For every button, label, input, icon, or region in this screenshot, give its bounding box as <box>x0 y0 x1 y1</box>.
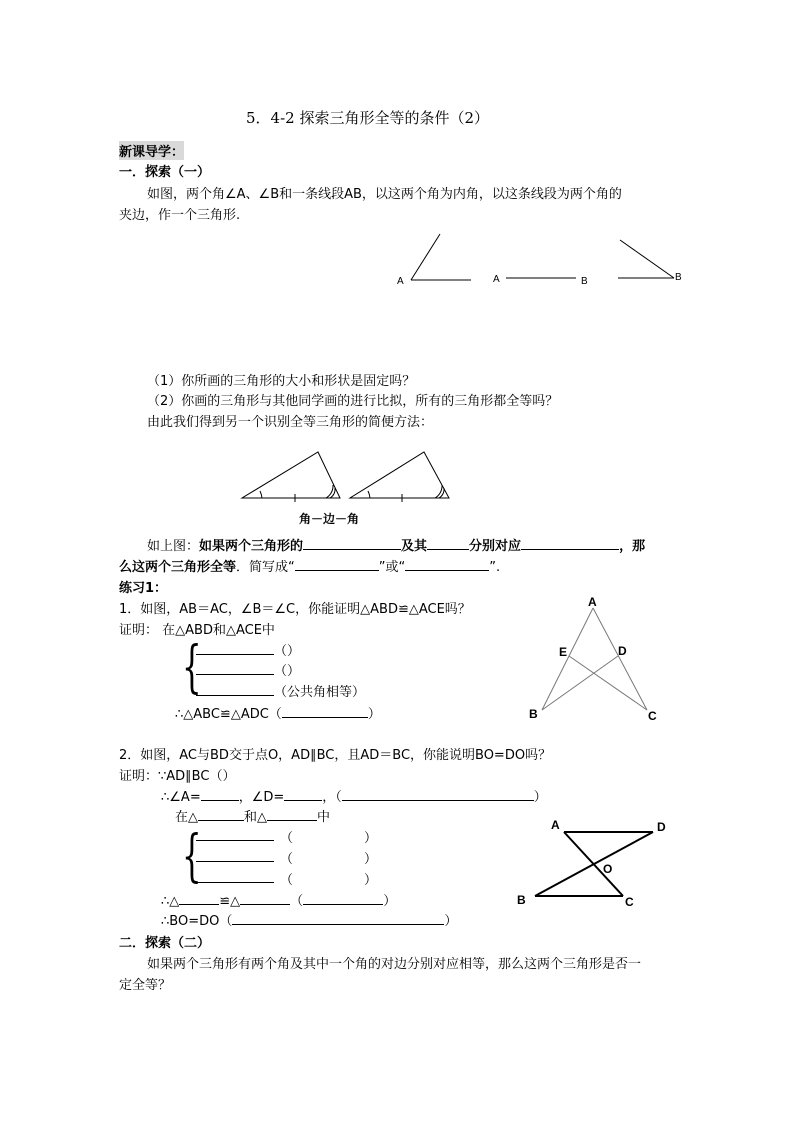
proof2-conclude <box>161 890 396 909</box>
side-ab <box>542 608 593 710</box>
bo-do-reason-blank[interactable] <box>232 911 444 925</box>
part1-heading: 一．探索（一） <box>119 165 211 180</box>
exercise1-heading: 练习1： <box>119 581 168 596</box>
in-tri-a: 在△ <box>175 810 198 825</box>
proof2-p3-close: ） <box>364 873 378 888</box>
angles-close: ） <box>533 790 547 805</box>
blank-3[interactable] <box>521 536 619 550</box>
proof2-angles <box>161 786 547 805</box>
bo-do-text: ∴BO=DO（ <box>161 914 233 929</box>
asa-triangle-2 <box>350 452 449 498</box>
label-d: D <box>618 644 627 658</box>
part1-intro-line2: 夹边，作一个三角形. <box>119 208 241 223</box>
fill-b2: 及其 <box>401 539 428 554</box>
asa-fill-line1 <box>147 535 645 554</box>
fill-p2: ．简写成“ <box>236 560 295 575</box>
proof1-therefore-text: ∴△ABC≌△ADC（ <box>175 707 282 722</box>
part2-line2: 定全等？ <box>119 978 172 993</box>
exercise1-proof-lead: 证明： 在△ABD和△ACE中 <box>119 623 275 638</box>
label-o: O <box>603 862 613 876</box>
label-c: C <box>648 709 657 723</box>
fill-b5: 么这两个三角形全等 <box>119 560 237 575</box>
proof1-brace: { <box>182 635 202 700</box>
proof1-line2 <box>196 660 300 679</box>
label-b2: B <box>517 893 526 907</box>
bo-do-close: ） <box>444 914 458 929</box>
conclude-c: （ <box>290 894 304 909</box>
page-title: 5．4-2 探索三角形全等的条件（2） <box>246 109 490 127</box>
proof1-blank1[interactable] <box>196 641 274 655</box>
label-e: E <box>559 645 568 659</box>
exercise1-q1: 1．如图，AB＝AC，∠B＝∠C，你能证明△ABD≌△ACE吗？ <box>119 602 471 617</box>
conclude-tri1-blank[interactable] <box>179 891 219 905</box>
label-b2: B <box>675 272 682 283</box>
fill-b4: ，那 <box>619 539 646 554</box>
proof2-line2 <box>196 848 274 866</box>
proof1-therefore <box>175 703 381 722</box>
asa-fill-line2 <box>119 556 500 575</box>
proof1-paren2: （） <box>274 664 301 679</box>
proof2-paren2 <box>280 848 378 867</box>
proof2-paren3 <box>280 869 378 888</box>
fill-b1: 如果两个三角形的 <box>199 539 304 554</box>
asa-triangle-1 <box>242 452 340 498</box>
part2-heading: 二．探索（二） <box>119 936 211 951</box>
angle-d-blank[interactable] <box>284 787 322 801</box>
conclude-tri2-blank[interactable] <box>240 891 290 905</box>
asa-figure <box>238 446 454 504</box>
label-a1: A <box>397 276 404 287</box>
angle-a-arm2 <box>411 234 440 280</box>
proof2-p2-open: （ <box>280 852 294 867</box>
label-c2: C <box>625 895 634 909</box>
triangle-abcde-figure <box>526 594 666 724</box>
proof1-reason-blank[interactable] <box>282 704 368 718</box>
label-b1: B <box>581 276 588 287</box>
proof2-line3 <box>196 869 274 887</box>
fill-p4: ”. <box>489 560 501 575</box>
proof1-close: ） <box>367 707 381 722</box>
tri2-blank[interactable] <box>267 807 317 821</box>
angles-mid: ，∠D= <box>238 790 285 805</box>
label-a2: A <box>551 818 560 832</box>
proof2-paren1 <box>280 827 378 846</box>
angle-reason-blank[interactable] <box>342 787 534 801</box>
in-tri-b: 和△ <box>244 810 267 825</box>
conclude-close: ） <box>383 894 397 909</box>
side-ac <box>593 608 647 710</box>
angles-end: ，（ <box>322 790 342 805</box>
conclude-a: ∴△ <box>161 894 180 909</box>
proof1-line3 <box>196 681 365 700</box>
in-tri-c: 中 <box>317 810 331 825</box>
part1-intro-line1: 如图，两个角∠A、∠B和一条线段AB，以这两个角为内角，以这条线段为两个角的 <box>147 187 622 202</box>
blank-4[interactable] <box>295 557 379 571</box>
proof2-brace: { <box>182 824 202 889</box>
asa-arc-1a <box>260 491 262 498</box>
angles-a: ∴∠A= <box>161 790 201 805</box>
proof1-shared-angle: （公共角相等） <box>274 685 366 700</box>
proof2-blank1[interactable] <box>196 827 274 841</box>
proof1-paren1: （） <box>274 644 301 659</box>
question-2: （2）你画的三角形与其他同学画的进行比拟，所有的三角形都全等吗？ <box>147 394 559 409</box>
proof2-bo-do <box>161 910 457 929</box>
proof2-p1-open: （ <box>280 831 294 846</box>
proof1-blank2[interactable] <box>196 661 274 675</box>
blank-5[interactable] <box>405 557 489 571</box>
label-a: A <box>588 595 597 609</box>
proof2-in-triangles <box>175 806 330 825</box>
section-tag: 新课导学： <box>119 141 184 160</box>
tri1-blank[interactable] <box>198 807 244 821</box>
fill-p3: ”或“ <box>378 560 406 575</box>
proof1-line1 <box>196 640 300 659</box>
given-elements-figure <box>390 228 690 293</box>
conclude-b: ≌△ <box>219 894 241 909</box>
blank-2[interactable] <box>427 536 469 550</box>
asa-arc-2a <box>368 491 370 498</box>
conclude-reason-blank[interactable] <box>303 891 383 905</box>
proof2-line1 <box>196 827 274 845</box>
exercise1-q2: 2．如图，AC与BD交于点O，AD∥BC，且AD＝BC，你能说明BO=DO吗？ <box>119 748 552 763</box>
fill-p1: 如上图： <box>147 539 200 554</box>
proof2-blank2[interactable] <box>196 848 274 862</box>
proof1-blank3[interactable] <box>196 682 274 696</box>
label-b: B <box>529 707 538 721</box>
part2-line1: 如果两个三角形有两个角及其中一个角的对边分别对应相等，那么这两个三角形是否一 <box>147 957 642 972</box>
question-1: （1）你所画的三角形的大小和形状是固定吗？ <box>147 374 416 389</box>
proof2-p2-close: ） <box>364 852 378 867</box>
proof2-p3-open: （ <box>280 873 294 888</box>
label-d2: D <box>657 820 666 834</box>
blank-1[interactable] <box>303 536 401 550</box>
angle-b-arm2 <box>620 240 674 278</box>
proof2-blank3[interactable] <box>196 869 274 883</box>
asa-caption: 角－边－角 <box>299 512 360 526</box>
proof2-p1-close: ） <box>364 831 378 846</box>
fill-b3: 分别对应 <box>469 539 522 554</box>
proof2-lead: 证明：∵AD∥BC（） <box>119 769 236 784</box>
label-a2: A <box>493 274 500 285</box>
conclusion-lead: 由此我们得到另一个识别全等三角形的简便方法： <box>147 415 434 430</box>
angle-a-blank[interactable] <box>201 787 239 801</box>
parallel-figure <box>513 815 673 911</box>
seg-bd <box>535 832 653 896</box>
